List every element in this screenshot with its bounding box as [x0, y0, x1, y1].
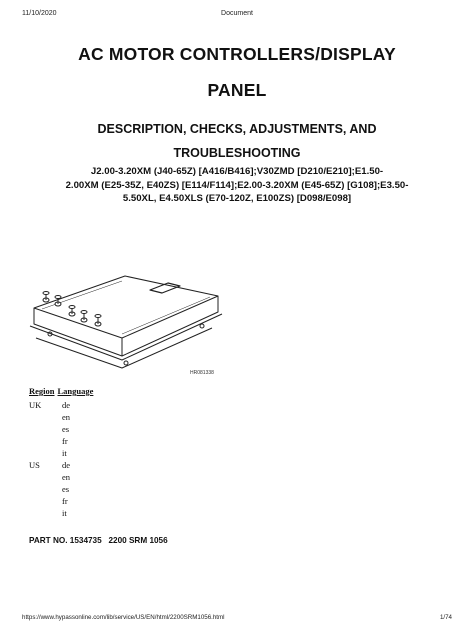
header-date: 11/10/2020 — [22, 10, 57, 17]
region-header: Region — [29, 386, 55, 396]
language-code: fr — [62, 496, 68, 506]
model-list-line-1: J2.00-3.20XM (J40-65Z) [A416/B416];V30ZMD [D210/E210];E1.50- — [90, 166, 384, 177]
part-number: PART NO. 1534735 2200 SRM 1056 — [29, 536, 168, 545]
document-subtitle — [30, 117, 444, 165]
model-list — [26, 165, 448, 206]
region-group — [29, 459, 93, 519]
document-title-line-2: PANEL — [207, 80, 267, 100]
language-table — [29, 386, 93, 519]
subtitle-line-2: TROUBLESHOOTING — [173, 146, 301, 160]
language-code: en — [62, 472, 71, 482]
language-code: es — [62, 484, 70, 494]
motor-controller-illustration — [22, 268, 224, 376]
language-code: it — [62, 448, 67, 458]
subtitle-line-1: DESCRIPTION, CHECKS, ADJUSTMENTS, AND — [97, 122, 377, 136]
language-header: Language — [57, 386, 94, 396]
document-title-line-1: AC MOTOR CONTROLLERS/DISPLAY — [78, 44, 396, 64]
region-code: UK — [29, 400, 42, 410]
region-group — [29, 399, 93, 459]
language-code: de — [62, 460, 71, 470]
language-table-header — [29, 386, 93, 396]
header-title: Document — [221, 10, 253, 17]
model-list-line-3: 5.50XL, E4.50XLS (E70-120Z, E100ZS) [D098/E098] — [122, 193, 352, 204]
language-code: it — [62, 508, 67, 518]
page-number: 1/74 — [439, 614, 452, 621]
footer-url[interactable]: https://www.hypassonline.com/lib/service/US/EN/html/2200SRM1056.html — [22, 614, 225, 621]
language-list — [62, 459, 70, 519]
language-code: es — [62, 424, 70, 434]
model-list-line-2: 2.00XM (E25-35Z, E40ZS) [E114/F114];E2.00-3.20XM (E45-65Z) [G108];E3.50- — [65, 179, 409, 191]
language-code: de — [62, 400, 71, 410]
language-code: en — [62, 412, 71, 422]
region-code: US — [29, 460, 40, 470]
language-code: fr — [62, 436, 68, 446]
figure-label: HR081338 — [190, 370, 214, 376]
language-list — [62, 399, 70, 459]
